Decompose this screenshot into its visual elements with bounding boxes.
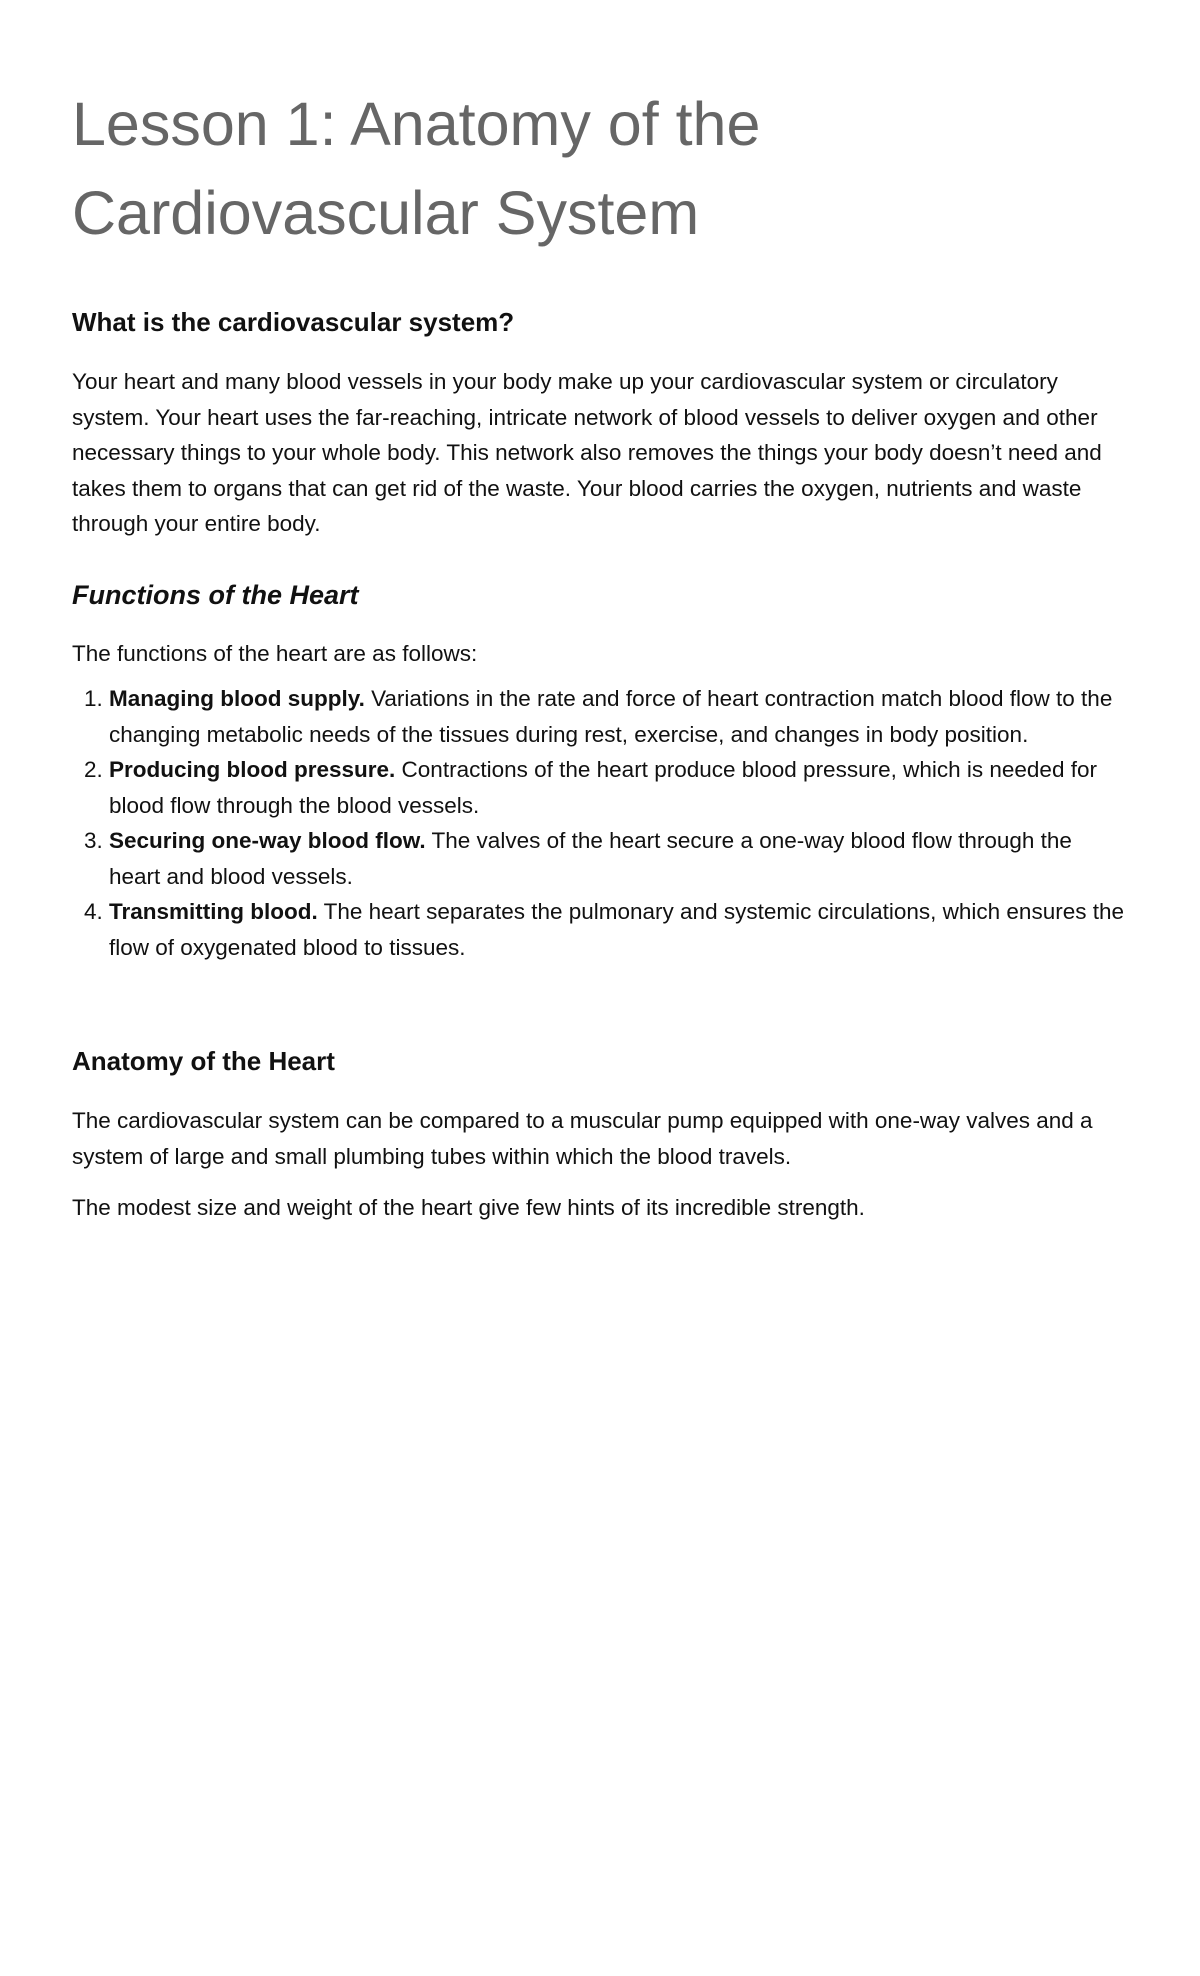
list-item-text: The heart separates the pulmonary and systemic circulations, which ensures the flow of oxygenated blood to tissues. — [109, 899, 1124, 960]
functions-intro: The functions of the heart are as follows: — [72, 640, 478, 666]
section-anatomy-of-heart — [72, 1045, 1128, 1226]
list-item-term: Producing blood pressure. — [109, 757, 396, 782]
list-item — [109, 681, 1128, 752]
what-is-paragraph: Your heart and many blood vessels in your body make up your cardiovascular system or circulatory system. Your heart uses the far-reaching, intricate network of blood vessels to deliver oxygen and other necessary things to your whole body. This network also removes the things your body doesn’t need and takes them to organs that can get rid of the waste. Your blood carries the oxygen, nutrients and waste through your entire body. — [72, 369, 1102, 536]
anatomy-paragraph-2: The modest size and weight of the heart give few hints of its incredible strength. — [72, 1195, 865, 1220]
section-what-is-cardiovascular-system — [72, 306, 1128, 542]
section-spacer — [72, 965, 1128, 1045]
list-item-term: Managing blood supply. — [109, 686, 365, 711]
lesson-title: Lesson 1: Anatomy of the Cardiovascular System — [72, 90, 761, 247]
list-item — [109, 894, 1128, 965]
list-item — [109, 752, 1128, 823]
section-heading-functions: Functions of the Heart — [72, 579, 359, 610]
list-item-term: Transmitting blood. — [109, 899, 318, 924]
list-item-text: Variations in the rate and force of heart contraction match blood flow to the changing metabolic needs of the tissues during rest, exercise, and changes in body position. — [109, 686, 1113, 747]
section-heading-what-is: What is the cardiovascular system? — [72, 307, 515, 337]
section-heading-anatomy: Anatomy of the Heart — [72, 1046, 335, 1076]
anatomy-paragraph-1: The cardiovascular system can be compared to a muscular pump equipped with one-way valves and a system of large and small plumbing tubes within which the blood travels. — [72, 1108, 1093, 1169]
functions-list — [72, 681, 1128, 965]
list-item-text: The valves of the heart secure a one-way blood flow through the heart and blood vessels. — [109, 828, 1072, 889]
section-functions-of-heart — [72, 578, 1128, 966]
list-item — [109, 823, 1128, 894]
list-item-text: Contractions of the heart produce blood pressure, which is needed for blood flow through the blood vessels. — [109, 757, 1097, 818]
list-item-term: Securing one-way blood flow. — [109, 828, 426, 853]
